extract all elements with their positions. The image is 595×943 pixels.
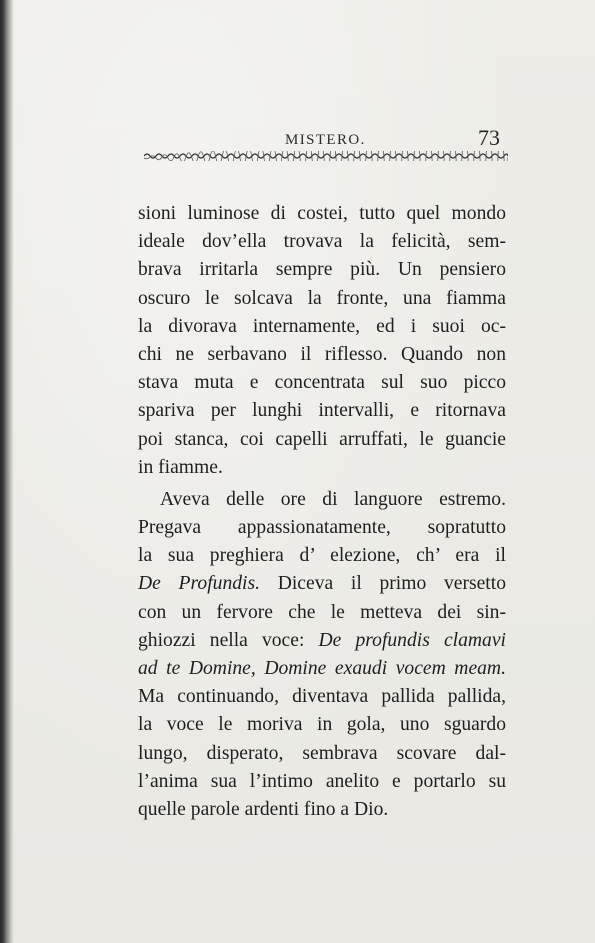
text-fragment: ghiozzi nella voce:	[138, 629, 319, 651]
text-line: poi stanca, coi capelli arruffati, le guancie	[138, 428, 506, 450]
running-title: MISTERO.	[285, 132, 366, 148]
text-line-mixed	[138, 570, 506, 598]
latin-quote: De profundis clamavi	[318, 629, 506, 651]
page-number: 73	[478, 125, 500, 150]
text-line: brava irritarla sempre più. Un pensiero	[138, 259, 506, 281]
body-text	[138, 200, 506, 824]
text-line: con un fervore che le metteva dei sin-	[138, 601, 506, 623]
text-line: in fiamme.	[138, 456, 223, 478]
text-line: oscuro le solcava la fronte, una fiamma	[138, 287, 506, 309]
text-line: stava muta e concentrata sul suo picco	[138, 372, 506, 394]
latin-quote-line: ad te Domine, Domine exaudi vocem meam.	[138, 658, 506, 679]
text-line: chi ne serbavano il riflesso. Quando non	[138, 343, 506, 365]
text-line: Aveva delle ore di languore estremo.	[160, 488, 506, 510]
paragraph-1	[138, 200, 506, 482]
text-line-mixed	[138, 627, 506, 655]
text-line: Ma continuando, diventava pallida pallida,	[138, 686, 506, 708]
text-line: l’anima sua l’intimo anelito e portarlo su	[138, 770, 506, 792]
text-line: sioni luminose di costei, tutto quel mondo	[138, 203, 506, 224]
text-line: la divorava internamente, ed i suoi oc-	[138, 315, 506, 337]
text-line: lungo, disperato, sembrava scovare dal-	[138, 742, 506, 764]
text-line: quelle parole ardenti fino a Dio.	[138, 798, 389, 820]
text-line: la sua preghiera d’ elezione, ch’ era il	[138, 545, 506, 567]
italic-title: De Profundis.	[138, 573, 261, 595]
text-line: spariva per lunghi intervalli, e ritornava	[138, 400, 506, 422]
ornament-rule	[144, 151, 508, 161]
text-fragment: Diceva il primo versetto	[260, 573, 506, 595]
paragraph-2	[138, 486, 506, 824]
text-line: la voce le moriva in gola, uno sguardo	[138, 714, 506, 736]
text-line: ideale dov’ella trovava la felicità, sem-	[138, 231, 506, 253]
text-line: Pregava appassionatamente, sopratutto	[138, 517, 506, 539]
